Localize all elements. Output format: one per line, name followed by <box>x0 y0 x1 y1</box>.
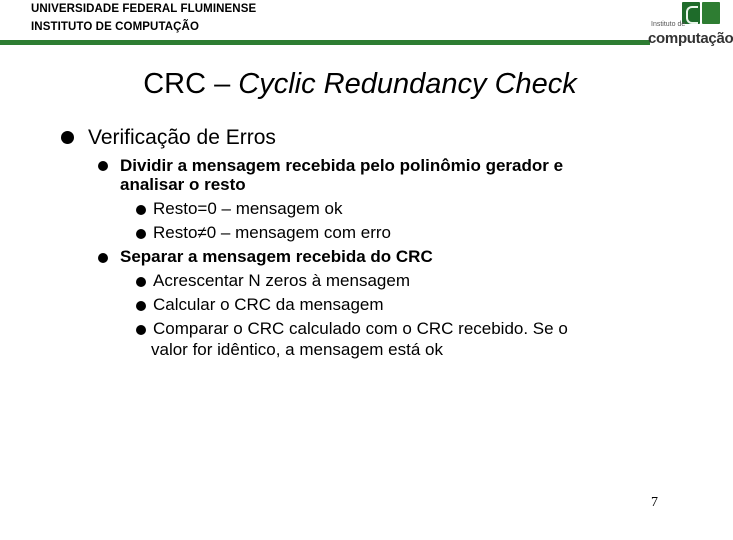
bullet-dot <box>98 161 108 171</box>
title-prefix: CRC – <box>143 68 239 100</box>
slide-title <box>0 68 720 101</box>
header-divider <box>0 40 650 45</box>
page-number: 7 <box>651 495 658 510</box>
logo-mark-right <box>702 2 720 24</box>
logo-c-icon <box>686 6 698 24</box>
institute-name: INSTITUTO DE COMPUTAÇÃO <box>31 21 199 33</box>
bullet-sub2-c-line2: valor for idêntico, a mensagem está ok <box>151 340 443 359</box>
bullet-dot <box>98 253 108 263</box>
logo-small-text: Instituto de <box>651 21 686 28</box>
bullet-sub2-a: Acrescentar N zeros à mensagem <box>153 271 410 290</box>
bullet-sub2-c-line1: Comparar o CRC calculado com o CRC recebido. Se o <box>153 319 568 338</box>
bullet-dot <box>136 301 146 311</box>
bullet-dot <box>61 131 74 144</box>
logo-word: computação <box>648 30 733 47</box>
institute-logo <box>646 0 733 50</box>
bullet-main: Verificação de Erros <box>88 126 276 149</box>
bullet-dot <box>136 229 146 239</box>
bullet-sub2-b: Calcular o CRC da mensagem <box>153 295 384 314</box>
title-italic: Cyclic Redundancy Check <box>238 68 577 100</box>
bullet-sub1-line1: Dividir a mensagem recebida pelo polinômio gerador e <box>120 156 564 175</box>
bullet-dot <box>136 325 146 335</box>
bullet-sub1-a: Resto=0 – mensagem ok <box>153 199 343 218</box>
bullet-dot <box>136 205 146 215</box>
bullet-sub2: Separar a mensagem recebida do CRC <box>120 247 433 266</box>
bullet-sub1-line2: analisar o resto <box>120 175 246 194</box>
university-name: UNIVERSIDADE FEDERAL FLUMINENSE <box>31 3 257 15</box>
bullet-dot <box>136 277 146 287</box>
bullet-sub1-b: Resto≠0 – mensagem com erro <box>153 223 391 242</box>
